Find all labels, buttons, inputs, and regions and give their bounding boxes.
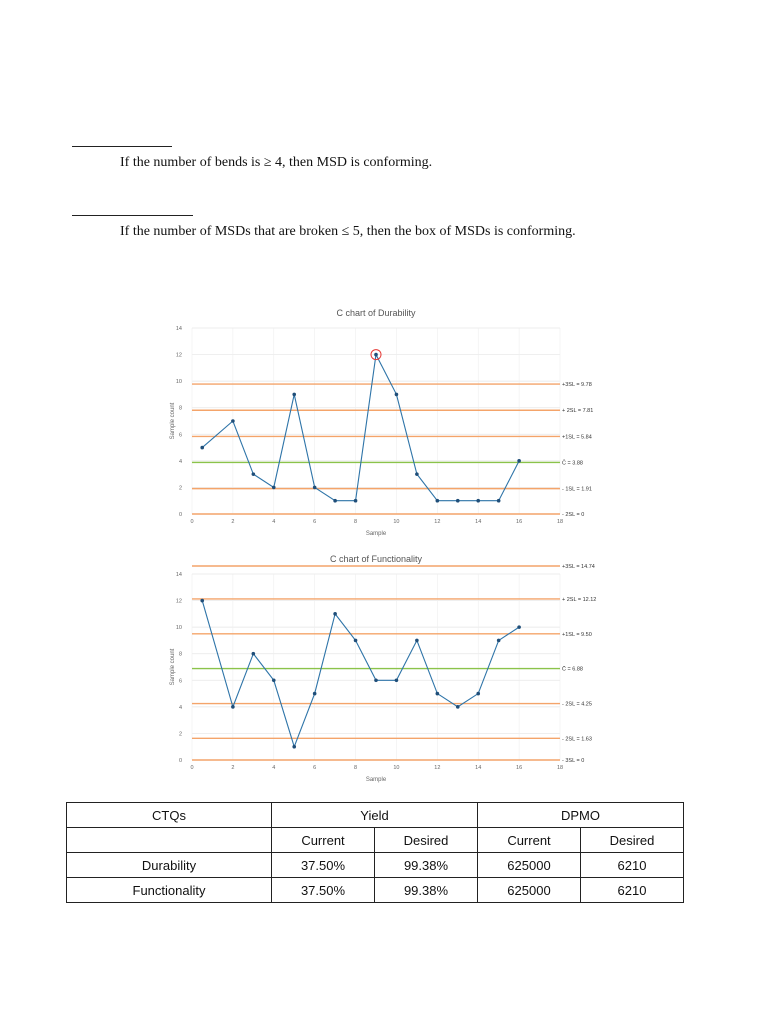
data-point: [200, 599, 204, 603]
row-yield-current: 37.50%: [272, 878, 375, 903]
header-dpmo: DPMO: [478, 803, 684, 828]
subheader-empty: [67, 828, 272, 853]
blank-line-1: [72, 146, 172, 147]
data-point: [436, 692, 440, 696]
durability-c-chart: [160, 302, 610, 542]
x-tick-label: 14: [475, 765, 482, 771]
x-axis-label: Sample: [365, 777, 387, 783]
x-tick-label: 8: [354, 519, 358, 525]
y-tick-label: 4: [178, 458, 182, 465]
x-tick-label: 2: [231, 519, 235, 525]
y-tick-label: 10: [175, 625, 182, 632]
data-point: [517, 459, 521, 463]
data-point: [292, 393, 296, 397]
control-line-label: + 2SL = 12.12: [562, 596, 597, 603]
control-line-label: - 2SL = 1.63: [562, 736, 592, 743]
data-point: [231, 419, 235, 423]
subheader-dpmo-desired: Desired: [581, 828, 684, 853]
data-point: [395, 393, 399, 397]
y-tick-label: 14: [175, 326, 182, 332]
data-point: [272, 678, 276, 682]
row-dpmo-current: 625000: [478, 853, 581, 878]
x-tick-label: 18: [556, 519, 564, 525]
data-point: [354, 499, 358, 503]
data-point: [374, 678, 378, 682]
y-tick-label: 8: [178, 651, 182, 658]
rule-statement-broken: If the number of MSDs that are broken ≤ 5, then the box of MSDs is conforming.: [120, 224, 576, 239]
data-point: [517, 625, 521, 629]
data-point: [497, 499, 501, 503]
x-tick-label: 2: [231, 765, 235, 771]
data-point: [231, 705, 235, 709]
control-line-label: +3SL = 14.74: [562, 564, 595, 570]
control-line-label: - 2SL = 4.25: [562, 701, 592, 708]
row-yield-desired: 99.38%: [375, 853, 478, 878]
ctq-table: [66, 802, 684, 903]
x-tick-label: 0: [190, 519, 194, 525]
row-dpmo-desired: 6210: [581, 878, 684, 903]
y-axis-label: Sample count: [170, 648, 176, 686]
y-tick-label: 2: [178, 731, 182, 738]
control-line-label: +1SL = 5.84: [562, 434, 592, 441]
table-row: [67, 853, 684, 878]
y-tick-label: 0: [178, 512, 182, 518]
control-line-label: + 2SL = 7.81: [562, 408, 594, 415]
chart-title: C chart of Functionality: [329, 554, 423, 564]
control-line-label: - 3SL = 0: [562, 758, 585, 764]
y-tick-label: 6: [178, 678, 182, 685]
control-line-label: - 2SL = 0: [562, 512, 585, 518]
data-point: [415, 472, 419, 476]
data-point: [395, 678, 399, 682]
x-tick-label: 16: [516, 519, 523, 525]
subheader-yield-current: Current: [272, 828, 375, 853]
data-point: [333, 499, 337, 503]
x-tick-label: 4: [272, 519, 276, 525]
x-tick-label: 12: [434, 519, 441, 525]
x-tick-label: 8: [354, 765, 358, 771]
y-tick-label: 2: [178, 485, 182, 492]
control-line-label: C̄ = 3.88: [562, 460, 583, 467]
row-dpmo-desired: 6210: [581, 853, 684, 878]
control-line-label: - 1SL = 1.91: [562, 486, 592, 493]
x-tick-label: 6: [313, 519, 317, 525]
data-point: [313, 486, 317, 490]
data-point: [476, 692, 480, 696]
chart-title: C chart of Durability: [336, 308, 416, 318]
row-ctq: Functionality: [67, 878, 272, 903]
rule-statement-bends: If the number of bends is ≥ 4, then MSD is conforming.: [120, 155, 433, 170]
control-line-label: +3SL = 9.78: [562, 382, 592, 389]
subheader-yield-desired: Desired: [375, 828, 478, 853]
data-point: [456, 705, 460, 709]
data-point: [272, 486, 276, 490]
data-point: [313, 692, 317, 696]
data-point: [252, 652, 256, 656]
data-point: [374, 353, 378, 357]
row-yield-current: 37.50%: [272, 853, 375, 878]
row-yield-desired: 99.38%: [375, 878, 478, 903]
y-tick-label: 6: [178, 432, 182, 439]
x-tick-label: 6: [313, 765, 317, 771]
data-point: [333, 612, 337, 616]
control-line-label: C̄ = 6.88: [562, 666, 583, 673]
row-ctq: Durability: [67, 853, 272, 878]
x-tick-label: 18: [556, 765, 564, 771]
y-tick-label: 12: [175, 352, 182, 359]
y-tick-label: 14: [175, 572, 182, 578]
x-tick-label: 10: [393, 519, 400, 525]
data-point: [476, 499, 480, 503]
data-point: [354, 639, 358, 643]
row-dpmo-current: 625000: [478, 878, 581, 903]
data-point: [252, 472, 256, 476]
blank-line-2: [72, 215, 193, 216]
data-point: [497, 639, 501, 643]
x-axis-label: Sample: [365, 531, 387, 537]
control-line-label: +1SL = 9.50: [562, 631, 592, 638]
table-header-row: [67, 803, 684, 828]
x-tick-label: 12: [434, 765, 441, 771]
y-axis-label: Sample count: [170, 402, 176, 440]
table-row: [67, 878, 684, 903]
header-ctqs: CTQs: [67, 803, 272, 828]
data-point: [456, 499, 460, 503]
y-tick-label: 0: [178, 758, 182, 764]
header-yield: Yield: [272, 803, 478, 828]
data-point: [292, 745, 296, 749]
y-tick-label: 4: [178, 704, 182, 711]
chart-background: [160, 302, 610, 542]
y-tick-label: 10: [175, 379, 182, 386]
subheader-dpmo-current: Current: [478, 828, 581, 853]
x-tick-label: 16: [516, 765, 523, 771]
data-point: [415, 639, 419, 643]
functionality-c-chart: [160, 548, 610, 788]
y-tick-label: 8: [178, 405, 182, 412]
x-tick-label: 4: [272, 765, 276, 771]
x-tick-label: 0: [190, 765, 194, 771]
data-point: [200, 446, 204, 450]
data-point: [436, 499, 440, 503]
y-tick-label: 12: [175, 598, 182, 605]
table-subheader-row: [67, 828, 684, 853]
x-tick-label: 10: [393, 765, 400, 771]
x-tick-label: 14: [475, 519, 482, 525]
